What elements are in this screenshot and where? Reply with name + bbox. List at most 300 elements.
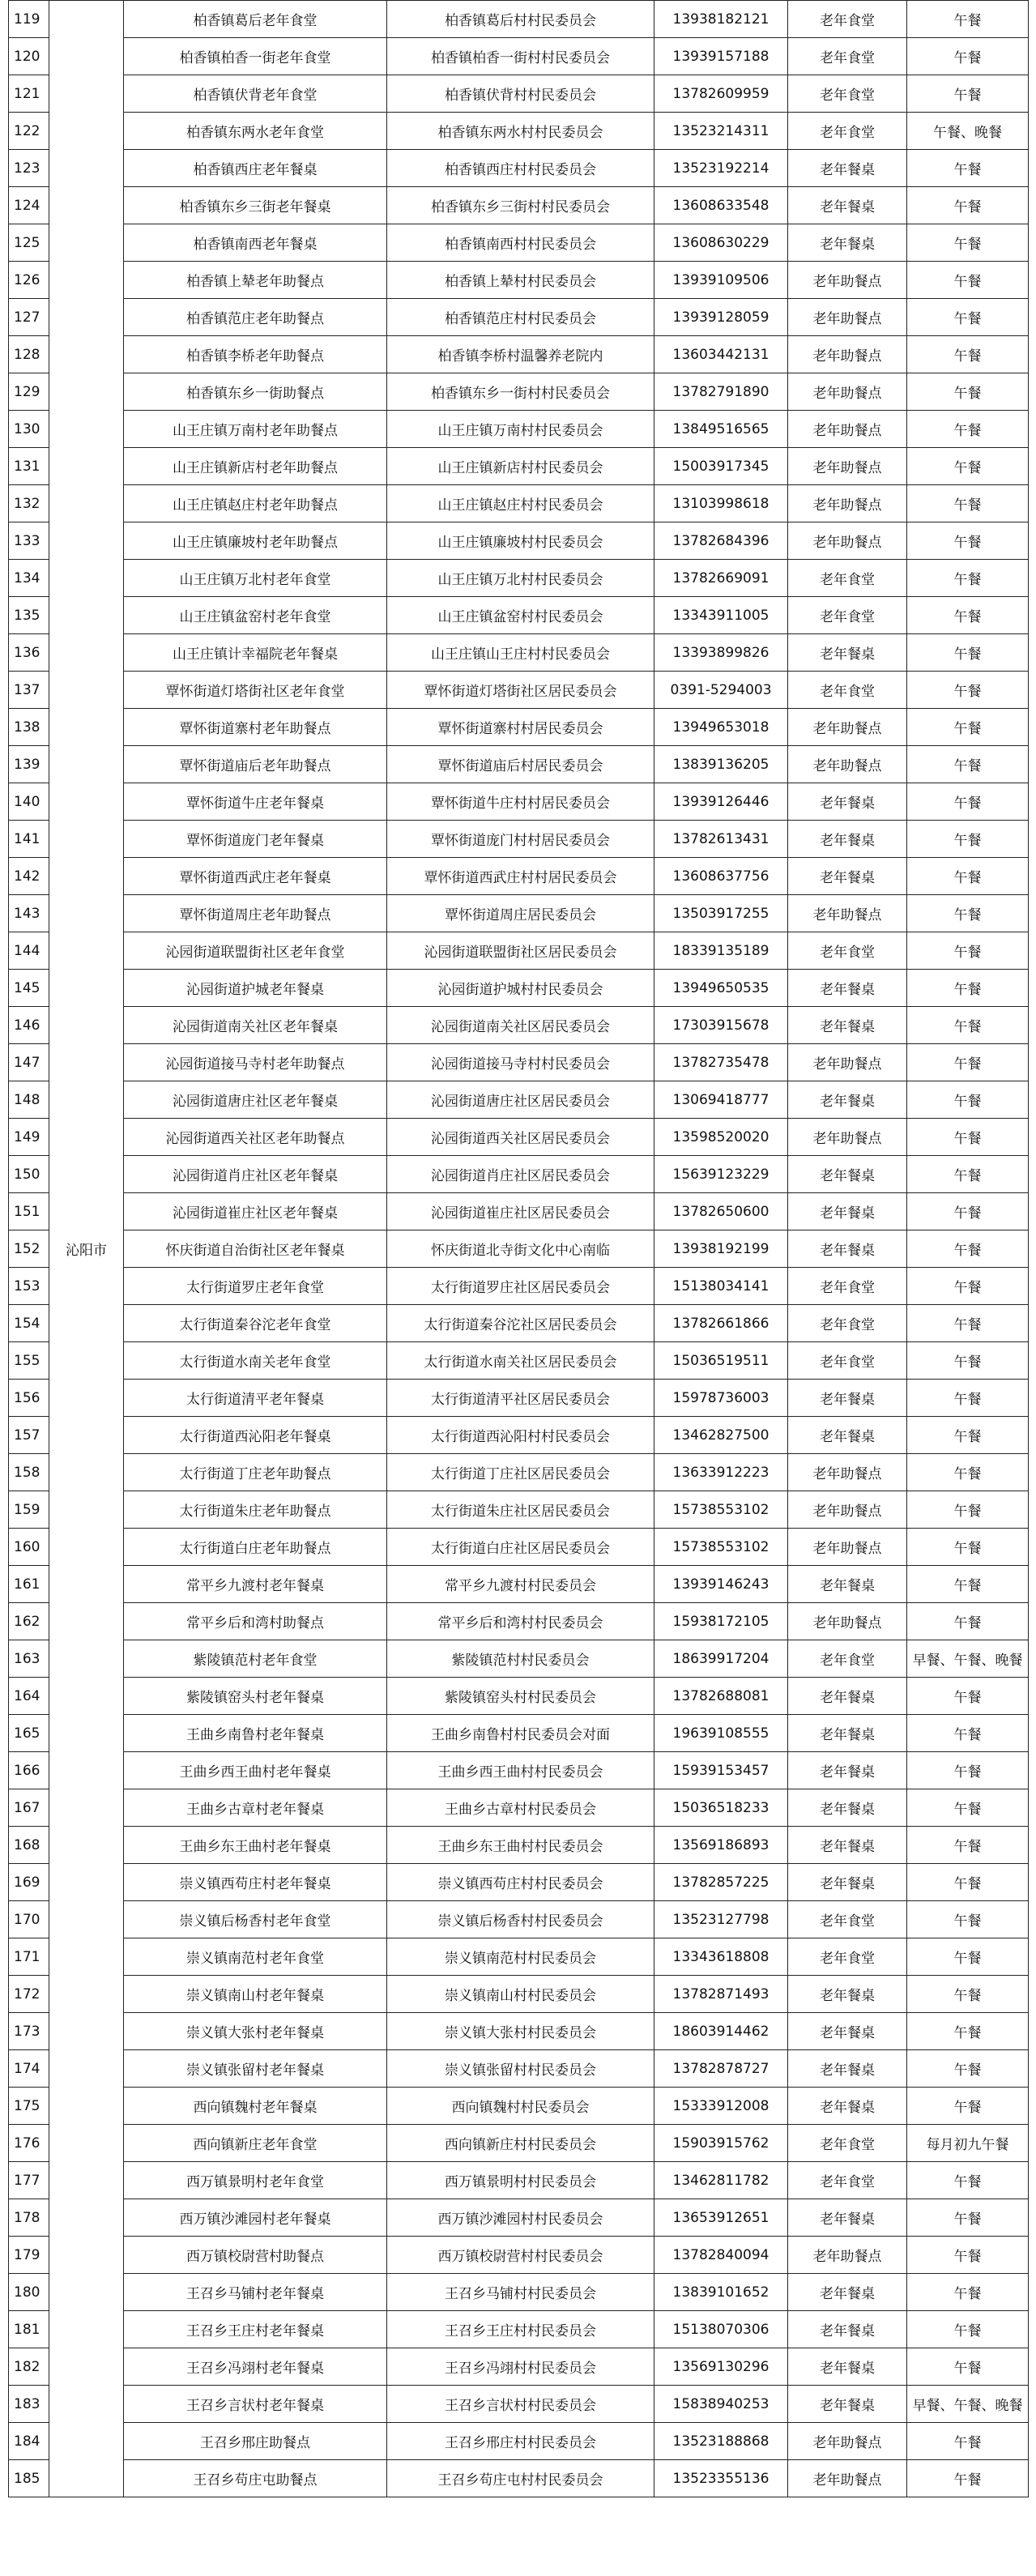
facility-name-cell: 紫陵镇窑头村老年餐桌 — [124, 1678, 387, 1715]
operator-address-cell: 山王庄镇万南村村民委员会 — [387, 411, 654, 448]
phone-number-cell: 13569186893 — [654, 1827, 788, 1864]
meal-service-cell: 午餐 — [907, 1715, 1029, 1752]
facility-type-cell: 老年餐桌 — [788, 1789, 907, 1827]
facility-name-cell: 柏香镇柏香一街老年食堂 — [124, 38, 387, 75]
table-row — [9, 2199, 1029, 2237]
facility-type-cell: 老年食堂 — [788, 560, 907, 597]
meal-service-cell: 午餐 — [907, 2199, 1029, 2237]
facility-type-cell: 老年助餐点 — [788, 709, 907, 746]
facility-type-cell: 老年助餐点 — [788, 262, 907, 299]
table-row — [9, 1529, 1029, 1566]
operator-address-cell: 沁园街道南关社区居民委员会 — [387, 1007, 654, 1044]
phone-number-cell: 13653912651 — [654, 2199, 788, 2237]
table-row — [9, 1715, 1029, 1752]
meal-service-cell: 午餐 — [907, 1342, 1029, 1380]
operator-address-cell: 覃怀街道牛庄村村居民委员会 — [387, 783, 654, 821]
operator-address-cell: 王召乡言状村村民委员会 — [387, 2386, 654, 2423]
facility-type-cell: 老年餐桌 — [788, 2199, 907, 2237]
table-row — [9, 2460, 1029, 2497]
phone-number-cell: 13782857225 — [654, 1864, 788, 1901]
table-row — [9, 522, 1029, 560]
operator-address-cell: 沁园街道唐庄社区居民委员会 — [387, 1081, 654, 1119]
facility-type-cell: 老年餐桌 — [788, 858, 907, 895]
table-row — [9, 1305, 1029, 1342]
meal-service-cell: 午餐 — [907, 709, 1029, 746]
city-cell: 沁阳市 — [49, 1, 124, 2497]
meal-service-cell: 午餐 — [907, 1081, 1029, 1119]
phone-number-cell: 13782735478 — [654, 1044, 788, 1081]
phone-number-cell: 13939128059 — [654, 299, 788, 336]
table-row — [9, 1938, 1029, 1976]
phone-number-cell: 13608630229 — [654, 224, 788, 262]
facility-name-cell: 王召乡苟庄屯助餐点 — [124, 2460, 387, 2497]
table-row — [9, 1752, 1029, 1789]
phone-number-cell: 13523214311 — [654, 113, 788, 150]
phone-number-cell: 15036518233 — [654, 1789, 788, 1827]
meal-service-cell: 午餐 — [907, 1417, 1029, 1454]
facility-type-cell: 老年助餐点 — [788, 299, 907, 336]
facility-type-cell: 老年餐桌 — [788, 1715, 907, 1752]
facility-type-cell: 老年餐桌 — [788, 2050, 907, 2088]
facility-type-cell: 老年助餐点 — [788, 1491, 907, 1529]
facility-name-cell: 柏香镇东两水老年食堂 — [124, 113, 387, 150]
table-row — [9, 2013, 1029, 2050]
table-row — [9, 2050, 1029, 2088]
table-row — [9, 38, 1029, 75]
facility-type-cell: 老年餐桌 — [788, 1417, 907, 1454]
facility-name-cell: 王曲乡南鲁村老年餐桌 — [124, 1715, 387, 1752]
row-number-cell: 181 — [9, 2311, 49, 2348]
facility-name-cell: 覃怀街道庙后老年助餐点 — [124, 746, 387, 783]
meal-service-cell: 午餐 — [907, 2274, 1029, 2311]
row-number-cell: 159 — [9, 1491, 49, 1529]
operator-address-cell: 紫陵镇窑头村村民委员会 — [387, 1678, 654, 1715]
operator-address-cell: 柏香镇葛后村村民委员会 — [387, 1, 654, 38]
facility-name-cell: 紫陵镇范村老年食堂 — [124, 1640, 387, 1678]
facility-name-cell: 常平乡后和湾村助餐点 — [124, 1603, 387, 1640]
phone-number-cell: 15138070306 — [654, 2311, 788, 2348]
row-number-cell: 160 — [9, 1529, 49, 1566]
row-number-cell: 175 — [9, 2088, 49, 2125]
facility-name-cell: 柏香镇李桥老年助餐点 — [124, 336, 387, 373]
meal-service-cell: 午餐 — [907, 746, 1029, 783]
operator-address-cell: 崇义镇张留村村民委员会 — [387, 2050, 654, 2088]
table-row — [9, 1491, 1029, 1529]
row-number-cell: 149 — [9, 1119, 49, 1156]
row-number-cell: 163 — [9, 1640, 49, 1678]
table-row — [9, 970, 1029, 1007]
phone-number-cell: 15639123229 — [654, 1156, 788, 1193]
facility-name-cell: 山王庄镇赵庄村老年助餐点 — [124, 485, 387, 522]
phone-number-cell: 13603442131 — [654, 336, 788, 373]
table-row — [9, 1901, 1029, 1938]
meal-service-cell: 午餐 — [907, 1789, 1029, 1827]
facility-type-cell: 老年助餐点 — [788, 1454, 907, 1491]
table-row — [9, 597, 1029, 634]
table-row — [9, 1, 1029, 38]
row-number-cell: 131 — [9, 448, 49, 485]
row-number-cell: 145 — [9, 970, 49, 1007]
row-number-cell: 121 — [9, 75, 49, 113]
facility-name-cell: 覃怀街道庞门老年餐桌 — [124, 821, 387, 858]
facility-type-cell: 老年助餐点 — [788, 336, 907, 373]
facility-name-cell: 山王庄镇廉坡村老年助餐点 — [124, 522, 387, 560]
meal-service-cell: 午餐 — [907, 1380, 1029, 1417]
meal-service-cell: 午餐 — [907, 1156, 1029, 1193]
table-row — [9, 2386, 1029, 2423]
row-number-cell: 172 — [9, 1976, 49, 2013]
operator-address-cell: 怀庆街道北寺街文化中心南临 — [387, 1230, 654, 1268]
facility-type-cell: 老年助餐点 — [788, 522, 907, 560]
operator-address-cell: 覃怀街道庙后村居民委员会 — [387, 746, 654, 783]
meal-service-cell: 午餐 — [907, 1976, 1029, 2013]
phone-number-cell: 13523127798 — [654, 1901, 788, 1938]
meal-service-cell: 午餐、晚餐 — [907, 113, 1029, 150]
phone-number-cell: 0391-5294003 — [654, 672, 788, 709]
facility-type-cell: 老年餐桌 — [788, 1193, 907, 1230]
table-row — [9, 783, 1029, 821]
meal-service-cell: 午餐 — [907, 2013, 1029, 2050]
table-row — [9, 1566, 1029, 1603]
facility-type-cell: 老年餐桌 — [788, 1156, 907, 1193]
facility-type-cell: 老年助餐点 — [788, 411, 907, 448]
facility-name-cell: 柏香镇伏背老年食堂 — [124, 75, 387, 113]
meal-service-cell: 午餐 — [907, 38, 1029, 75]
operator-address-cell: 崇义镇南山村村民委员会 — [387, 1976, 654, 2013]
facility-name-cell: 沁园街道肖庄社区老年餐桌 — [124, 1156, 387, 1193]
table-row — [9, 1678, 1029, 1715]
row-number-cell: 168 — [9, 1827, 49, 1864]
row-number-cell: 144 — [9, 932, 49, 970]
phone-number-cell: 15838940253 — [654, 2386, 788, 2423]
operator-address-cell: 太行街道丁庄社区居民委员会 — [387, 1454, 654, 1491]
operator-address-cell: 王曲乡古章村村民委员会 — [387, 1789, 654, 1827]
facility-type-cell: 老年餐桌 — [788, 2274, 907, 2311]
phone-number-cell: 13633912223 — [654, 1454, 788, 1491]
operator-address-cell: 西万镇景明村村民委员会 — [387, 2162, 654, 2199]
operator-address-cell: 沁园街道接马寺村村民委员会 — [387, 1044, 654, 1081]
facility-type-cell: 老年食堂 — [788, 672, 907, 709]
meal-service-cell: 午餐 — [907, 448, 1029, 485]
meal-service-cell: 午餐 — [907, 597, 1029, 634]
facility-name-cell: 王召乡马铺村老年餐桌 — [124, 2274, 387, 2311]
operator-address-cell: 王召乡王庄村村民委员会 — [387, 2311, 654, 2348]
facility-name-cell: 太行街道清平老年餐桌 — [124, 1380, 387, 1417]
meal-service-cell: 午餐 — [907, 522, 1029, 560]
phone-number-cell: 13782661866 — [654, 1305, 788, 1342]
operator-address-cell: 王曲乡东王曲村村民委员会 — [387, 1827, 654, 1864]
row-number-cell: 170 — [9, 1901, 49, 1938]
meal-service-cell: 午餐 — [907, 299, 1029, 336]
row-number-cell: 167 — [9, 1789, 49, 1827]
row-number-cell: 152 — [9, 1230, 49, 1268]
facility-type-cell: 老年食堂 — [788, 2162, 907, 2199]
operator-address-cell: 山王庄镇万北村村民委员会 — [387, 560, 654, 597]
row-number-cell: 155 — [9, 1342, 49, 1380]
phone-number-cell: 13949650535 — [654, 970, 788, 1007]
meal-service-cell: 午餐 — [907, 336, 1029, 373]
facility-type-cell: 老年餐桌 — [788, 2311, 907, 2348]
meal-service-cell: 午餐 — [907, 2088, 1029, 2125]
row-number-cell: 143 — [9, 895, 49, 932]
meal-service-cell: 午餐 — [907, 821, 1029, 858]
row-number-cell: 184 — [9, 2423, 49, 2460]
facility-name-cell: 山王庄镇新店村老年助餐点 — [124, 448, 387, 485]
facility-name-cell: 太行街道水南关老年食堂 — [124, 1342, 387, 1380]
facility-name-cell: 沁园街道西关社区老年助餐点 — [124, 1119, 387, 1156]
meal-service-cell: 午餐 — [907, 2162, 1029, 2199]
phone-number-cell: 13782669091 — [654, 560, 788, 597]
meal-service-cell: 午餐 — [907, 932, 1029, 970]
operator-address-cell: 王召乡邢庄村村民委员会 — [387, 2423, 654, 2460]
meal-service-cell: 午餐 — [907, 1603, 1029, 1640]
facility-name-cell: 崇义镇西苟庄村老年餐桌 — [124, 1864, 387, 1901]
row-number-cell: 183 — [9, 2386, 49, 2423]
meal-service-cell: 午餐 — [907, 858, 1029, 895]
phone-number-cell: 13782878727 — [654, 2050, 788, 2088]
facility-name-cell: 覃怀街道灯塔街社区老年食堂 — [124, 672, 387, 709]
operator-address-cell: 山王庄镇赵庄村村民委员会 — [387, 485, 654, 522]
operator-address-cell: 沁园街道肖庄社区居民委员会 — [387, 1156, 654, 1193]
facility-name-cell: 柏香镇上辇老年助餐点 — [124, 262, 387, 299]
table-row — [9, 187, 1029, 224]
table-row — [9, 2237, 1029, 2274]
phone-number-cell: 18339135189 — [654, 932, 788, 970]
operator-address-cell: 柏香镇南西村村民委员会 — [387, 224, 654, 262]
row-number-cell: 169 — [9, 1864, 49, 1901]
table-row — [9, 895, 1029, 932]
facility-name-cell: 山王庄镇万南村老年助餐点 — [124, 411, 387, 448]
meal-service-cell: 午餐 — [907, 1, 1029, 38]
table-row — [9, 1640, 1029, 1678]
meal-service-cell: 午餐 — [907, 1491, 1029, 1529]
phone-number-cell: 13608633548 — [654, 187, 788, 224]
facility-type-cell: 老年助餐点 — [788, 373, 907, 411]
operator-address-cell: 紫陵镇范村村民委员会 — [387, 1640, 654, 1678]
phone-number-cell: 13523192214 — [654, 150, 788, 187]
row-number-cell: 137 — [9, 672, 49, 709]
phone-number-cell: 13523355136 — [654, 2460, 788, 2497]
table-row — [9, 2348, 1029, 2386]
facility-name-cell: 沁园街道唐庄社区老年餐桌 — [124, 1081, 387, 1119]
table-row — [9, 821, 1029, 858]
row-number-cell: 176 — [9, 2125, 49, 2162]
facility-name-cell: 西万镇沙滩园村老年餐桌 — [124, 2199, 387, 2237]
phone-number-cell: 18603914462 — [654, 2013, 788, 2050]
facility-type-cell: 老年助餐点 — [788, 1529, 907, 1566]
table-row — [9, 932, 1029, 970]
phone-number-cell: 13938182121 — [654, 1, 788, 38]
operator-address-cell: 沁园街道护城村村民委员会 — [387, 970, 654, 1007]
meal-service-cell: 早餐、午餐、晚餐 — [907, 1640, 1029, 1678]
table-row — [9, 1044, 1029, 1081]
operator-address-cell: 山王庄镇廉坡村村民委员会 — [387, 522, 654, 560]
meal-service-cell: 早餐、午餐、晚餐 — [907, 2386, 1029, 2423]
table-row — [9, 485, 1029, 522]
phone-number-cell: 13839136205 — [654, 746, 788, 783]
facility-name-cell: 沁园街道崔庄社区老年餐桌 — [124, 1193, 387, 1230]
operator-address-cell: 柏香镇东乡一街村村民委员会 — [387, 373, 654, 411]
operator-address-cell: 覃怀街道寨村村居民委员会 — [387, 709, 654, 746]
phone-number-cell: 15138034141 — [654, 1268, 788, 1305]
row-number-cell: 122 — [9, 113, 49, 150]
facility-name-cell: 王曲乡古章村老年餐桌 — [124, 1789, 387, 1827]
phone-number-cell: 15978736003 — [654, 1380, 788, 1417]
row-number-cell: 148 — [9, 1081, 49, 1119]
table-row — [9, 634, 1029, 672]
table-row — [9, 1603, 1029, 1640]
row-number-cell: 180 — [9, 2274, 49, 2311]
table-row — [9, 2274, 1029, 2311]
facility-name-cell: 柏香镇东乡三街老年餐桌 — [124, 187, 387, 224]
facility-name-cell: 柏香镇南西老年餐桌 — [124, 224, 387, 262]
meal-service-cell: 午餐 — [907, 1268, 1029, 1305]
operator-address-cell: 王召乡苟庄屯村村民委员会 — [387, 2460, 654, 2497]
row-number-cell: 133 — [9, 522, 49, 560]
row-number-cell: 158 — [9, 1454, 49, 1491]
row-number-cell: 151 — [9, 1193, 49, 1230]
facility-type-cell: 老年餐桌 — [788, 1678, 907, 1715]
operator-address-cell: 山王庄镇盆窑村村民委员会 — [387, 597, 654, 634]
facility-type-cell: 老年餐桌 — [788, 187, 907, 224]
phone-number-cell: 13949653018 — [654, 709, 788, 746]
meal-service-cell: 每月初九午餐 — [907, 2125, 1029, 2162]
facility-type-cell: 老年食堂 — [788, 932, 907, 970]
facility-type-cell: 老年餐桌 — [788, 970, 907, 1007]
meal-service-cell: 午餐 — [907, 1566, 1029, 1603]
row-number-cell: 134 — [9, 560, 49, 597]
phone-number-cell: 17303915678 — [654, 1007, 788, 1044]
row-number-cell: 123 — [9, 150, 49, 187]
meal-service-cell: 午餐 — [907, 1454, 1029, 1491]
operator-address-cell: 崇义镇大张村村民委员会 — [387, 2013, 654, 2050]
table-row — [9, 1156, 1029, 1193]
operator-address-cell: 覃怀街道灯塔街社区居民委员会 — [387, 672, 654, 709]
facility-name-cell: 崇义镇张留村老年餐桌 — [124, 2050, 387, 2088]
row-number-cell: 141 — [9, 821, 49, 858]
elderly-canteen-table — [8, 0, 1029, 2497]
operator-address-cell: 覃怀街道庞门村村居民委员会 — [387, 821, 654, 858]
facility-name-cell: 王召乡冯翊村老年餐桌 — [124, 2348, 387, 2386]
operator-address-cell: 常平乡后和湾村村民委员会 — [387, 1603, 654, 1640]
phone-number-cell: 15738553102 — [654, 1491, 788, 1529]
phone-number-cell: 13939109506 — [654, 262, 788, 299]
table-row — [9, 224, 1029, 262]
row-number-cell: 139 — [9, 746, 49, 783]
row-number-cell: 124 — [9, 187, 49, 224]
operator-address-cell: 崇义镇西苟庄村村民委员会 — [387, 1864, 654, 1901]
phone-number-cell: 13849516565 — [654, 411, 788, 448]
facility-type-cell: 老年餐桌 — [788, 1566, 907, 1603]
phone-number-cell: 13343911005 — [654, 597, 788, 634]
facility-name-cell: 王召乡言状村老年餐桌 — [124, 2386, 387, 2423]
meal-service-cell: 午餐 — [907, 1007, 1029, 1044]
phone-number-cell: 13782688081 — [654, 1678, 788, 1715]
table-row — [9, 2088, 1029, 2125]
phone-number-cell: 13939126446 — [654, 783, 788, 821]
facility-name-cell: 西向镇魏村老年餐桌 — [124, 2088, 387, 2125]
facility-type-cell: 老年食堂 — [788, 1901, 907, 1938]
table-row — [9, 2162, 1029, 2199]
table-row — [9, 2311, 1029, 2348]
operator-address-cell: 王曲乡西王曲村村民委员会 — [387, 1752, 654, 1789]
meal-service-cell: 午餐 — [907, 783, 1029, 821]
row-number-cell: 179 — [9, 2237, 49, 2274]
row-number-cell: 157 — [9, 1417, 49, 1454]
row-number-cell: 162 — [9, 1603, 49, 1640]
facility-type-cell: 老年助餐点 — [788, 2460, 907, 2497]
phone-number-cell: 13523188868 — [654, 2423, 788, 2460]
facility-name-cell: 常平乡九渡村老年餐桌 — [124, 1566, 387, 1603]
table-row — [9, 1193, 1029, 1230]
facility-type-cell: 老年餐桌 — [788, 634, 907, 672]
facility-type-cell: 老年助餐点 — [788, 485, 907, 522]
row-number-cell: 185 — [9, 2460, 49, 2497]
operator-address-cell: 崇义镇后杨香村村民委员会 — [387, 1901, 654, 1938]
facility-type-cell: 老年食堂 — [788, 1305, 907, 1342]
phone-number-cell: 13939146243 — [654, 1566, 788, 1603]
row-number-cell: 142 — [9, 858, 49, 895]
facility-name-cell: 沁园街道南关社区老年餐桌 — [124, 1007, 387, 1044]
table-row — [9, 672, 1029, 709]
phone-number-cell: 13782840094 — [654, 2237, 788, 2274]
meal-service-cell: 午餐 — [907, 1193, 1029, 1230]
row-number-cell: 138 — [9, 709, 49, 746]
meal-service-cell: 午餐 — [907, 1864, 1029, 1901]
operator-address-cell: 太行街道西沁阳村村民委员会 — [387, 1417, 654, 1454]
facility-type-cell: 老年餐桌 — [788, 1081, 907, 1119]
table-row — [9, 1007, 1029, 1044]
facility-type-cell: 老年食堂 — [788, 1938, 907, 1976]
phone-number-cell: 13782684396 — [654, 522, 788, 560]
table-row — [9, 1976, 1029, 2013]
row-number-cell: 154 — [9, 1305, 49, 1342]
facility-type-cell: 老年食堂 — [788, 38, 907, 75]
table-row — [9, 1417, 1029, 1454]
facility-name-cell: 崇义镇南山村老年餐桌 — [124, 1976, 387, 2013]
operator-address-cell: 山王庄镇山王庄村村民委员会 — [387, 634, 654, 672]
meal-service-cell: 午餐 — [907, 187, 1029, 224]
phone-number-cell: 13839101652 — [654, 2274, 788, 2311]
phone-number-cell: 13782791890 — [654, 373, 788, 411]
phone-number-cell: 13782871493 — [654, 1976, 788, 2013]
table-row — [9, 150, 1029, 187]
facility-type-cell: 老年餐桌 — [788, 2386, 907, 2423]
table-row — [9, 75, 1029, 113]
operator-address-cell: 西向镇新庄村村民委员会 — [387, 2125, 654, 2162]
meal-service-cell: 午餐 — [907, 1678, 1029, 1715]
facility-name-cell: 覃怀街道寨村老年助餐点 — [124, 709, 387, 746]
facility-type-cell: 老年助餐点 — [788, 1119, 907, 1156]
table-row — [9, 2125, 1029, 2162]
facility-type-cell: 老年餐桌 — [788, 2013, 907, 2050]
facility-name-cell: 崇义镇大张村老年餐桌 — [124, 2013, 387, 2050]
row-number-cell: 174 — [9, 2050, 49, 2088]
facility-name-cell: 西向镇新庄老年食堂 — [124, 2125, 387, 2162]
operator-address-cell: 王召乡马铺村村民委员会 — [387, 2274, 654, 2311]
phone-number-cell: 15738553102 — [654, 1529, 788, 1566]
meal-service-cell: 午餐 — [907, 262, 1029, 299]
meal-service-cell: 午餐 — [907, 1938, 1029, 1976]
facility-type-cell: 老年食堂 — [788, 1, 907, 38]
operator-address-cell: 柏香镇范庄村村民委员会 — [387, 299, 654, 336]
facility-type-cell: 老年助餐点 — [788, 2423, 907, 2460]
facility-name-cell: 山王庄镇盆窑村老年食堂 — [124, 597, 387, 634]
facility-name-cell: 太行街道白庄老年助餐点 — [124, 1529, 387, 1566]
facility-name-cell: 怀庆街道自治街社区老年餐桌 — [124, 1230, 387, 1268]
table-row — [9, 336, 1029, 373]
meal-service-cell: 午餐 — [907, 411, 1029, 448]
